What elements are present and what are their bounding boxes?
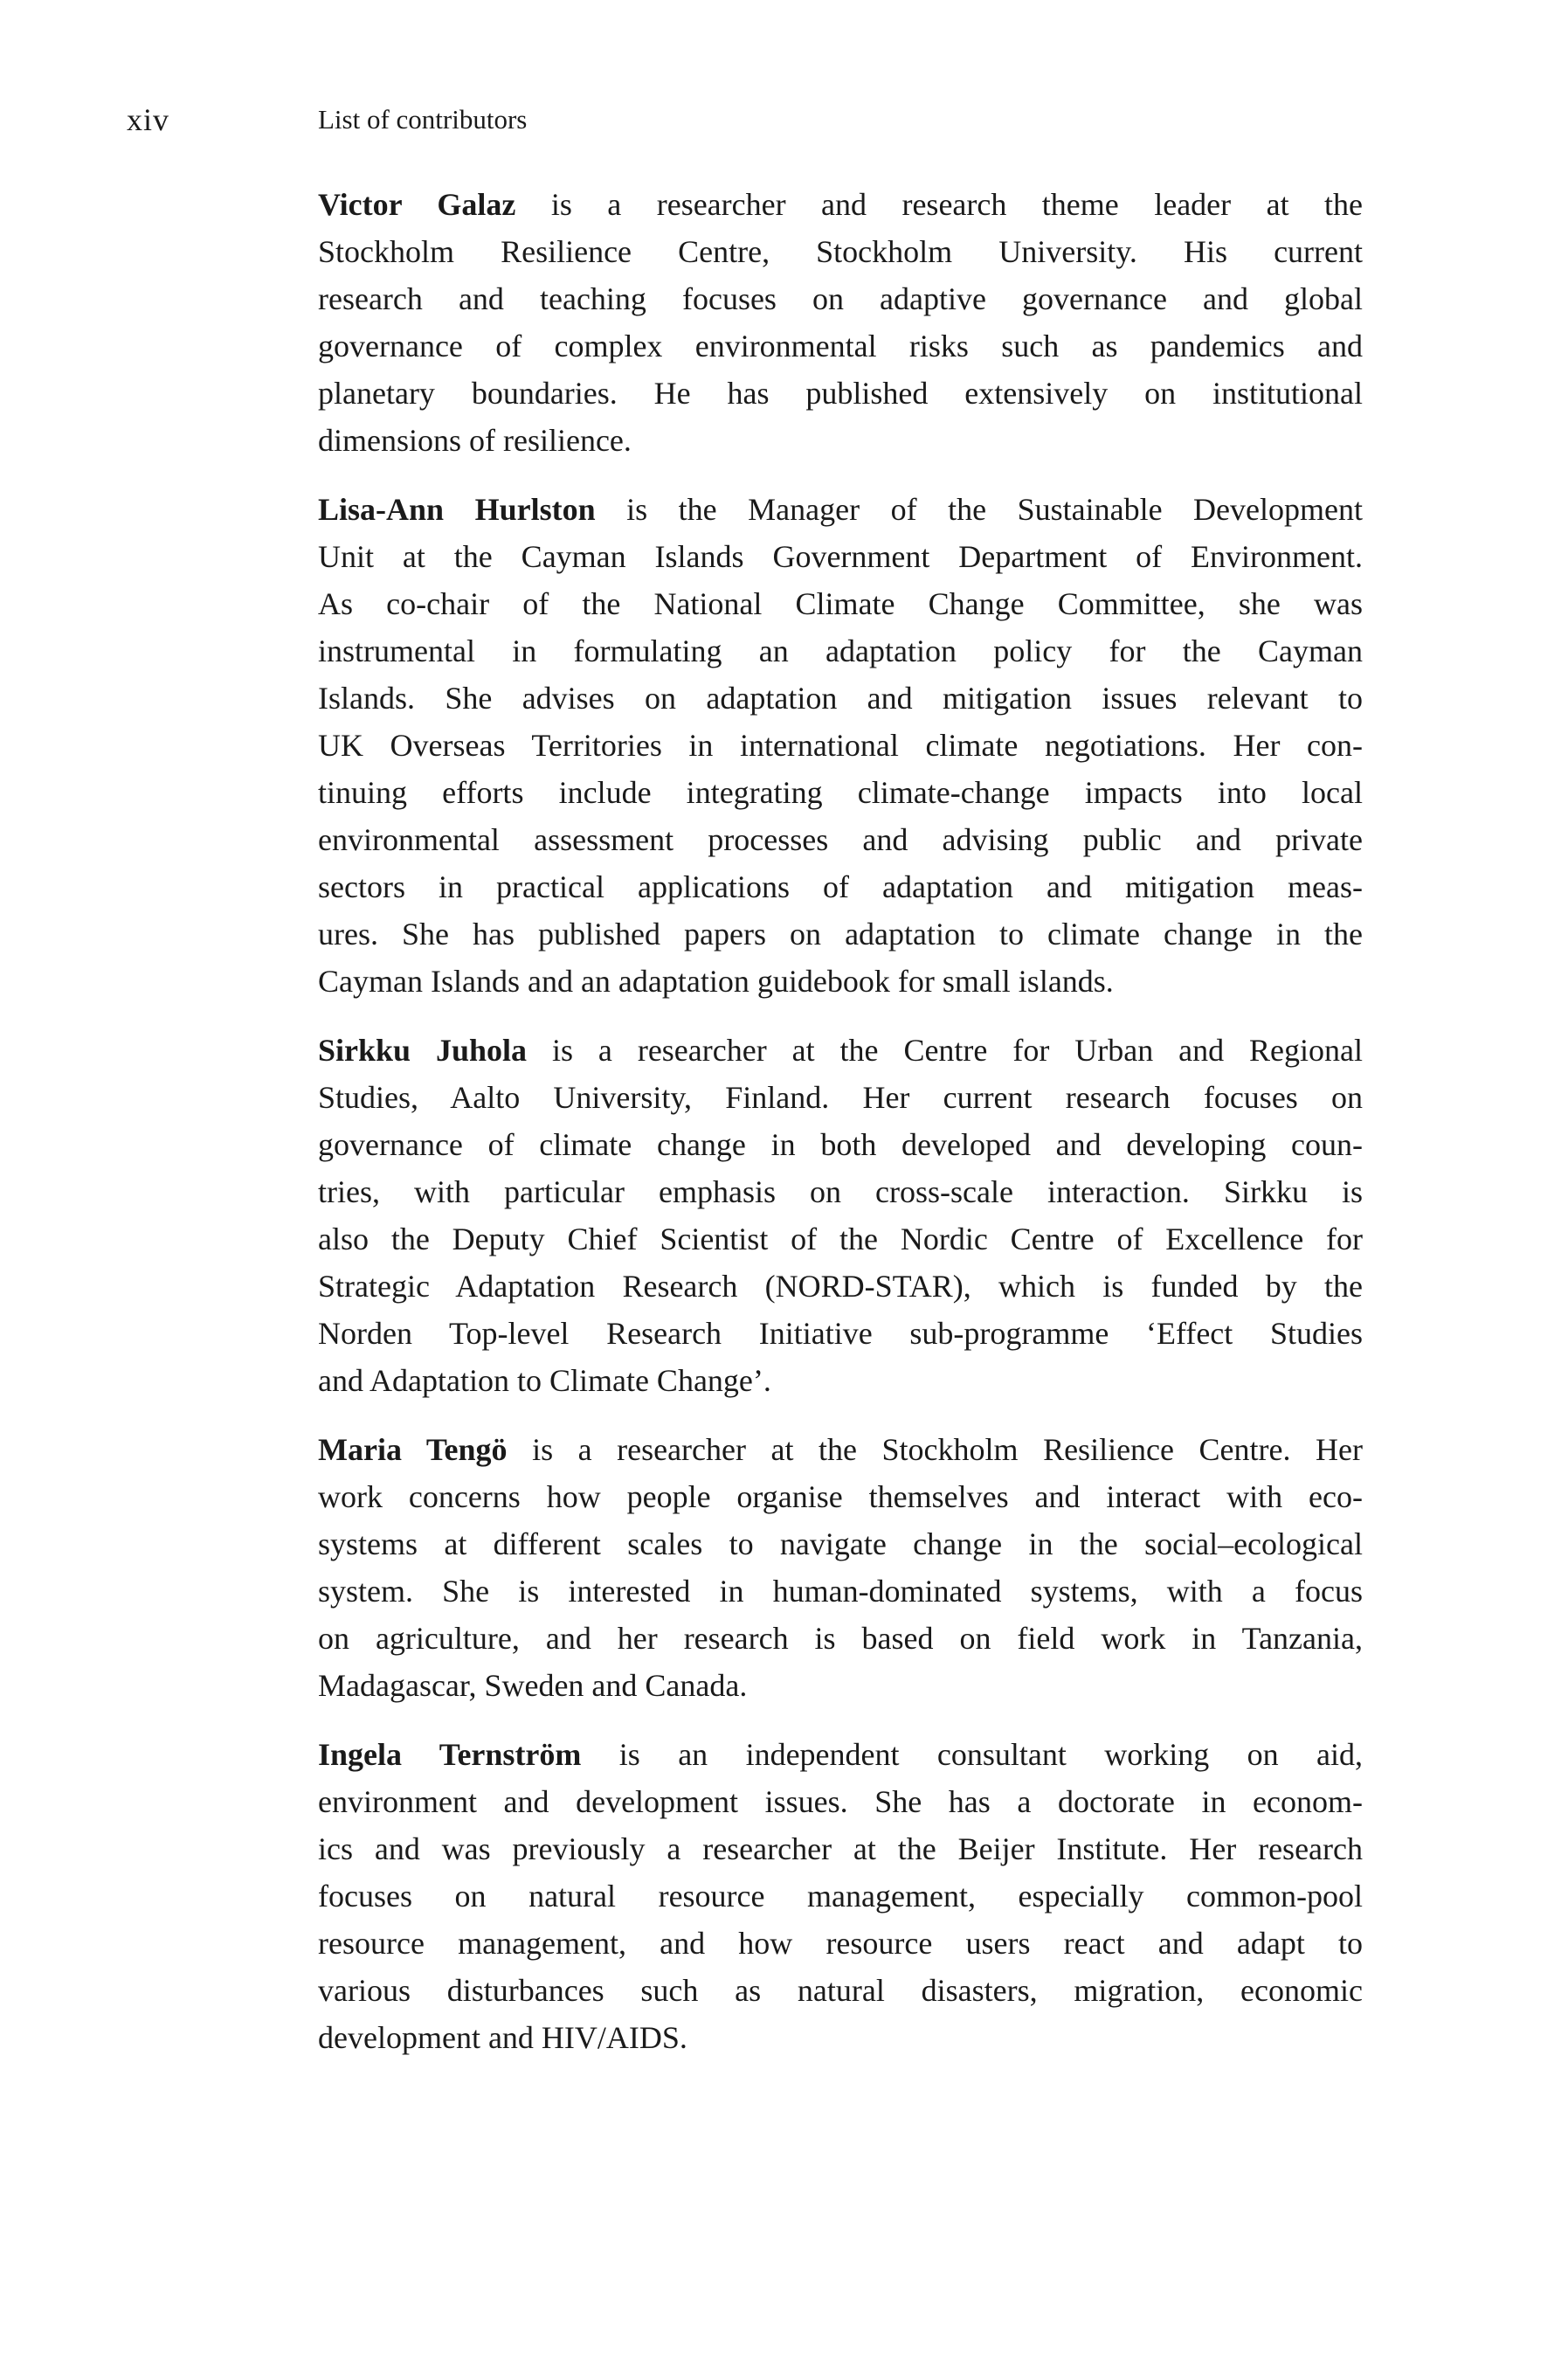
text-line: [318, 863, 1363, 910]
text-line: [318, 1778, 1363, 1825]
text-line: [318, 627, 1363, 675]
bio-text: As co-chair of the National Climate Change Committee, she was: [318, 586, 1363, 621]
bio-text: governance of climate change in both developed and developing coun-: [318, 1127, 1363, 1162]
bio-text: development and HIV/AIDS.: [318, 2020, 687, 2055]
bio-text: Stockholm Resilience Centre, Stockholm University. His current: [318, 234, 1363, 269]
contributor-name: Maria Tengö: [318, 1432, 508, 1467]
contributor-entry: [318, 1731, 1363, 2061]
bio-text: is an independent consultant working on aid,: [618, 1737, 1363, 1772]
bio-text: focuses on natural resource management, especially common-pool: [318, 1879, 1363, 1914]
text-line: [318, 1920, 1363, 1967]
text-line: [318, 580, 1363, 627]
text-line: [318, 1731, 1363, 1778]
bio-text: environment and development issues. She has a doctorate in econom-: [318, 1784, 1363, 1819]
running-head: [127, 98, 527, 142]
bio-text: also the Deputy Chief Scientist of the Nordic Centre of Excellence for: [318, 1221, 1363, 1256]
text-line: [318, 1568, 1363, 1615]
text-line: [318, 1168, 1363, 1215]
bio-text: ics and was previously a researcher at the Beijer Institute. Her research: [318, 1831, 1363, 1866]
text-line: [318, 958, 1363, 1005]
bio-text: various disturbances such as natural disasters, migration, economic: [318, 1973, 1363, 2008]
bio-text: Norden Top-level Research Initiative sub-programme ‘Effect Studies: [318, 1316, 1363, 1351]
text-line: [318, 370, 1363, 417]
bio-text: research and teaching focuses on adaptive governance and global: [318, 281, 1363, 316]
text-line: [318, 722, 1363, 769]
bio-text: resource management, and how resource users react and adapt to: [318, 1926, 1363, 1961]
text-line: [318, 1310, 1363, 1357]
contributors-list: [318, 181, 1363, 2083]
bio-text: Studies, Aalto University, Finland. Her current research focuses on: [318, 1080, 1363, 1115]
bio-text: governance of complex environmental risks such as pandemics and: [318, 329, 1363, 363]
text-line: [318, 228, 1363, 275]
text-line: [318, 2014, 1363, 2061]
text-line: [318, 816, 1363, 863]
text-line: [318, 1215, 1363, 1263]
text-line: [318, 1662, 1363, 1709]
contributor-entry: [318, 1426, 1363, 1709]
bio-text: UK Overseas Territories in international climate negotiations. Her con-: [318, 728, 1363, 763]
text-line: [318, 181, 1363, 228]
bio-text: environmental assessment processes and advising public and private: [318, 822, 1363, 857]
running-head-title: List of contributors: [318, 104, 528, 135]
bio-text: instrumental in formulating an adaptation policy for the Cayman: [318, 633, 1363, 668]
bio-text: ures. She has published papers on adaptation to climate change in the: [318, 917, 1363, 952]
contributor-name: Lisa-Ann Hurlston: [318, 492, 596, 527]
text-line: [318, 675, 1363, 722]
text-line: [318, 322, 1363, 370]
bio-text: tries, with particular emphasis on cross-scale interaction. Sirkku is: [318, 1174, 1363, 1209]
text-line: [318, 275, 1363, 322]
text-line: [318, 1967, 1363, 2014]
bio-text: systems at different scales to navigate change in the social–ecological: [318, 1526, 1363, 1561]
bio-text: on agriculture, and her research is based on field work in Tanzania,: [318, 1621, 1363, 1656]
text-line: [318, 1074, 1363, 1121]
bio-text: work concerns how people organise themselves and interact with eco-: [318, 1479, 1363, 1514]
text-line: [318, 533, 1363, 580]
bio-text: planetary boundaries. He has published extensively on institutional: [318, 376, 1363, 411]
contributor-name: Ingela Ternström: [318, 1737, 582, 1772]
bio-text: Unit at the Cayman Islands Government Department of Environment.: [318, 539, 1363, 574]
bio-text: Strategic Adaptation Research (NORD-STAR), which is funded by the: [318, 1269, 1363, 1304]
contributor-entry: [318, 1027, 1363, 1404]
text-line: [318, 1357, 1363, 1404]
text-line: [318, 1121, 1363, 1168]
text-line: [318, 1825, 1363, 1872]
text-line: [318, 1263, 1363, 1310]
text-line: [318, 417, 1363, 464]
text-line: [318, 1426, 1363, 1473]
contributor-entry: [318, 486, 1363, 1005]
bio-text: Islands. She advises on adaptation and mitigation issues relevant to: [318, 681, 1363, 716]
text-line: [318, 1615, 1363, 1662]
bio-text: sectors in practical applications of adaptation and mitigation meas-: [318, 869, 1363, 904]
text-line: [318, 486, 1363, 533]
contributor-name: Victor Galaz: [318, 187, 516, 222]
bio-text: Madagascar, Sweden and Canada.: [318, 1668, 748, 1703]
text-line: [318, 1520, 1363, 1568]
bio-text: system. She is interested in human-dominated systems, with a focus: [318, 1574, 1363, 1609]
text-line: [318, 1872, 1363, 1920]
bio-text: is a researcher at the Centre for Urban and Regional: [551, 1033, 1363, 1068]
bio-text: is a researcher and research theme leader at the: [550, 187, 1363, 222]
text-line: [318, 910, 1363, 958]
bio-text: and Adaptation to Climate Change’.: [318, 1363, 771, 1398]
bio-text: Cayman Islands and an adaptation guidebook for small islands.: [318, 964, 1114, 999]
contributor-entry: [318, 181, 1363, 464]
contributor-name: Sirkku Juhola: [318, 1033, 528, 1068]
text-line: [318, 1473, 1363, 1520]
text-line: [318, 769, 1363, 816]
bio-text: tinuing efforts include integrating climate-change impacts into local: [318, 775, 1363, 810]
bio-text: dimensions of resilience.: [318, 423, 632, 458]
bio-text: is a researcher at the Stockholm Resilience Centre. Her: [532, 1432, 1363, 1467]
page-number: xiv: [127, 102, 170, 137]
bio-text: is the Manager of the Sustainable Development: [626, 492, 1363, 527]
text-line: [318, 1027, 1363, 1074]
